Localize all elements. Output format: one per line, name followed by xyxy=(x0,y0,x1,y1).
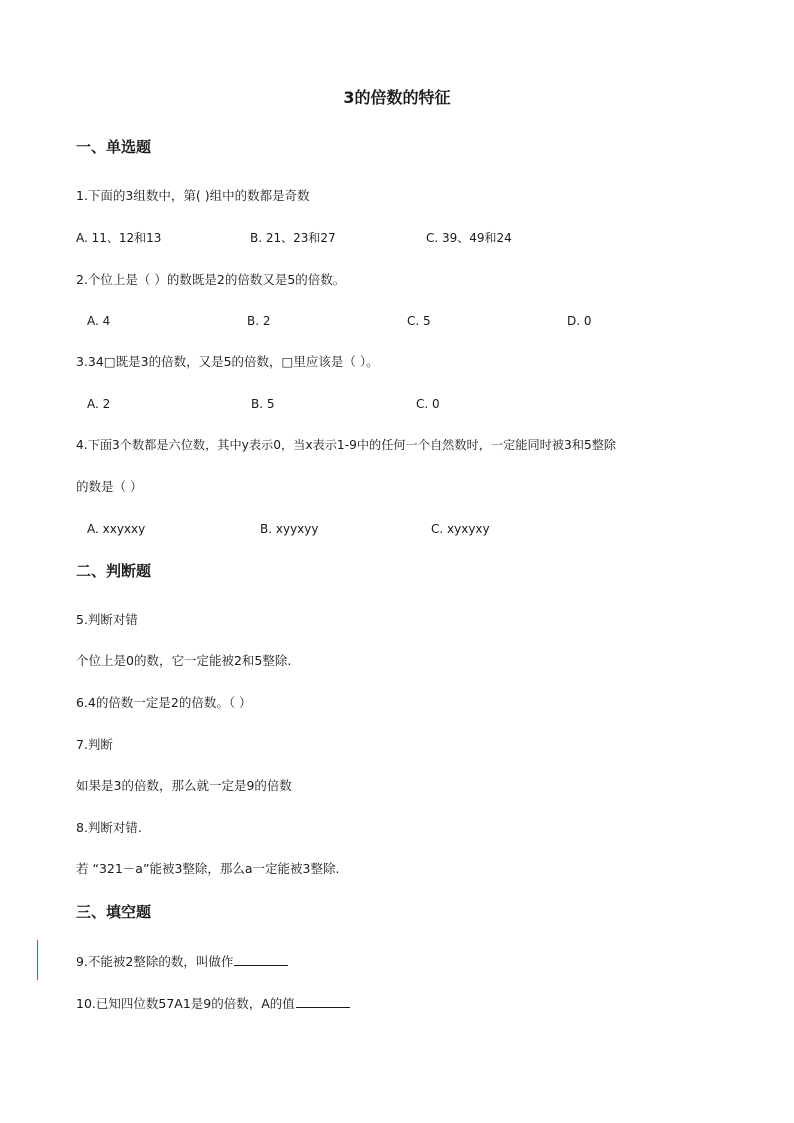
q4-option-c: C. xyxyxy xyxy=(431,522,490,536)
q1-option-c: C. 39、49和24 xyxy=(426,231,512,245)
question-7-text: 7.判断 xyxy=(76,737,113,752)
q1-option-b: B. 21、23和27 xyxy=(250,231,336,245)
q2-option-d: D. 0 xyxy=(567,314,592,328)
question-10 xyxy=(76,995,350,1012)
q3-option-b: B. 5 xyxy=(251,397,275,411)
question-1-text: 1.下面的3组数中，第( )组中的数都是奇数 xyxy=(76,188,310,203)
question-9-text: 9.不能被2整除的数，叫做作 xyxy=(76,954,234,969)
question-10-text: 10.已知四位数57A1是9的倍数，A的值 xyxy=(76,996,295,1011)
q4-option-a: A. xxyxxy xyxy=(87,522,146,536)
section-heading-fill-blank: 三、填空题 xyxy=(76,903,152,921)
question-9 xyxy=(76,953,288,970)
answer-blank[interactable] xyxy=(296,995,350,1008)
question-7-statement: 如果是3的倍数，那么就一定是9的倍数 xyxy=(76,778,292,793)
q2-option-a: A. 4 xyxy=(87,314,111,328)
q2-option-c: C. 5 xyxy=(407,314,431,328)
section-heading-true-false: 二、判断题 xyxy=(76,562,152,580)
q1-option-a: A. 11、12和13 xyxy=(76,231,162,245)
question-5-statement: 个位上是0的数，它一定能被2和5整除. xyxy=(76,653,292,668)
question-3-text: 3.34□既是3的倍数，又是5的倍数，□里应该是（ ）。 xyxy=(76,354,379,369)
question-8-text: 8.判断对错. xyxy=(76,820,142,835)
question-6-text: 6.4的倍数一定是2的倍数。（ ） xyxy=(76,695,252,710)
question-4-text-line1: 4.下面3个数都是六位数，其中y表示0，当x表示1-9中的任何一个自然数时，一定能同时被3和5整除 xyxy=(76,438,617,452)
question-4-text-line2: 的数是（ ） xyxy=(76,479,143,494)
section-heading-single-choice: 一、单选题 xyxy=(76,138,152,156)
page-title: 3的倍数的特征 xyxy=(343,88,451,107)
answer-blank[interactable] xyxy=(234,953,288,966)
q3-option-a: A. 2 xyxy=(87,397,111,411)
q4-option-b: B. xyyxyy xyxy=(260,522,319,536)
question-2-text: 2.个位上是（ ）的数既是2的倍数又是5的倍数。 xyxy=(76,272,346,287)
q3-option-c: C. 0 xyxy=(416,397,440,411)
question-8-statement: 若 “321－a”能被3整除，那么a一定能被3整除. xyxy=(76,861,340,876)
margin-marker xyxy=(37,940,38,980)
question-5-text: 5.判断对错 xyxy=(76,612,138,627)
q2-option-b: B. 2 xyxy=(247,314,271,328)
